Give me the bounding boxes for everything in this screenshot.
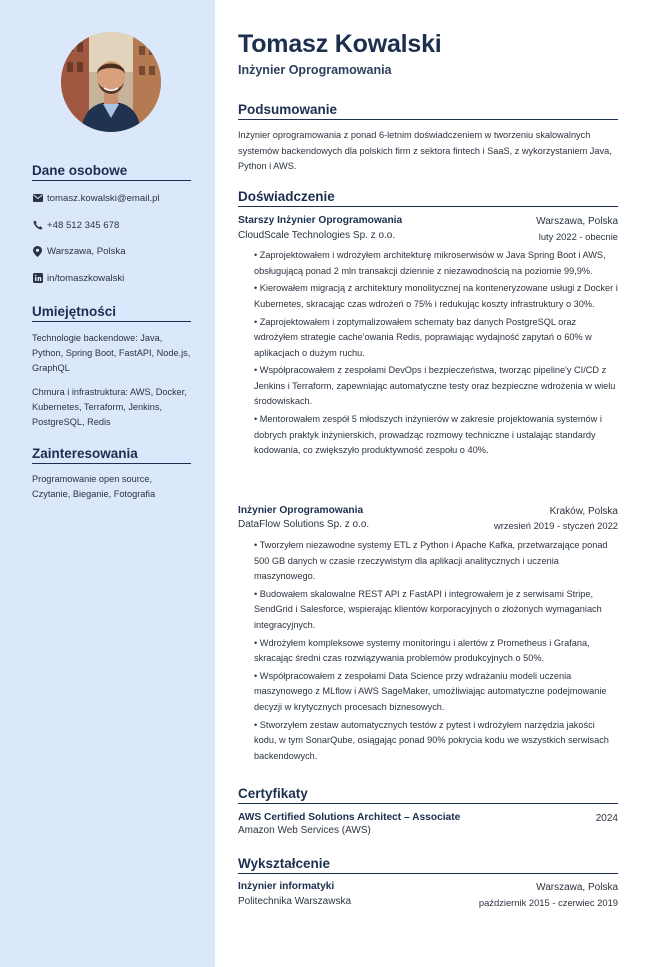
contact-email-text: tomasz.kowalski@email.pl	[47, 192, 160, 204]
interests-body	[32, 472, 191, 502]
list-item: • Budowałem skalowalne REST API z FastAPI i integrowałem je z serwisami Stripe, SendGrid i Salesforce, wspierając klientów korporacyjnych o złożonych wymaganiach integracyjnych.	[254, 587, 618, 634]
contact-location-text: Warszawa, Polska	[47, 245, 126, 257]
job-bullets	[254, 538, 618, 766]
contact-location	[32, 244, 191, 258]
job-title: Starszy Inżynier Oprogramowania	[238, 215, 403, 226]
education-degree: Inżynier informatyki	[238, 881, 335, 892]
job-location: Warszawa, Polska	[536, 216, 618, 227]
job-title: Inżynier Oprogramowania	[238, 505, 364, 516]
avatar	[61, 32, 161, 132]
list-item: • Mentorowałem zespół 5 młodszych inżynierów w zakresie projektowania systemów i dobrych praktyk inżynierskich, prowadząc rozmowy techniczne i ustalając standardy kodowania, co zwiększyło produktywność zespołu o 40%.	[254, 412, 618, 459]
location-icon	[32, 246, 43, 257]
interests-text: Programowanie open source, Czytanie, Bieganie, Fotografia	[32, 474, 156, 499]
skills-backend	[32, 331, 191, 376]
job-bullets	[254, 248, 618, 461]
contact-list	[32, 191, 191, 205]
contact-phone-row	[32, 218, 191, 232]
list-item: • Tworzyłem niezawodne systemy ETL z Python i Apache Kafka, przetwarzające ponad 500 GB danych w czasie rzeczywistym dla aplikacji analitycznych i uczenia maszynowego.	[254, 538, 618, 585]
linkedin-icon	[32, 273, 43, 284]
sidebar	[0, 0, 215, 967]
certificate-title: AWS Certified Solutions Architect – Associate	[238, 812, 461, 823]
skills-section	[32, 304, 191, 322]
skills-heading: Umiejętności	[32, 304, 191, 322]
certificate-year: 2024	[595, 813, 618, 824]
skill-backend-text: Technologie backendowe: Java, Python, Spring Boot, FastAPI, Node.js, GraphQL	[32, 333, 191, 373]
list-item: • Zaprojektowałem i wdrożyłem architekturę mikroserwisów w Java Spring Boot i AWS, obsługującą ponad 2 mln transakcji dziennie z niezawodnością na poziomie 99,9%.	[254, 248, 618, 279]
summary-heading: Podsumowanie	[238, 102, 618, 120]
education-school: Politechnika Warszawska	[238, 896, 352, 907]
list-item: • Współpracowałem z zespołami DevOps i bezpieczeństwa, tworząc pipeline'y CI/CD z Jenkins i Terraform, zapewniając automatyczne testy oraz bezpieczne wdrożenia w wielu środowiskach.	[254, 363, 618, 410]
certificate-issuer: Amazon Web Services (AWS)	[238, 825, 371, 836]
list-item: • Współpracowałem z zespołami Data Science przy wdrażaniu modeli uczenia maszynowego z MLflow i AWS SageMaker, umożliwiając automatyczne podejmowanie decyzji w krytycznych procesach biznesowych.	[254, 669, 618, 716]
interests-section	[32, 446, 191, 464]
experience-heading: Doświadczenie	[238, 189, 618, 207]
job-dates: luty 2022 - obecnie	[538, 231, 618, 242]
interests-heading: Zainteresowania	[32, 446, 191, 464]
summary-text: Inżynier oprogramowania z ponad 6-letnim doświadczeniem w tworzeniu skalowalnych systemów backendowych dla polskich firm z sektora fintech i SaaS, z wykorzystaniem Java, Python i AWS.	[238, 130, 612, 171]
job-company: DataFlow Solutions Sp. z o.o.	[238, 519, 370, 530]
skill-cloud-text: Chmura i infrastruktura: AWS, Docker, Kubernetes, Terraform, Jenkins, PostgreSQL, Redis	[32, 387, 187, 427]
contact-linkedin[interactable]	[32, 271, 191, 285]
person-name: Tomasz Kowalski	[238, 30, 442, 58]
email-icon	[32, 193, 43, 204]
job-company: CloudScale Technologies Sp. z o.o.	[238, 230, 396, 241]
education-location: Warszawa, Polska	[536, 882, 618, 893]
job-dates: wrzesień 2019 - styczeń 2022	[493, 520, 618, 531]
skills-cloud	[32, 385, 191, 430]
contact-location-row	[32, 244, 191, 258]
contact-linkedin-row	[32, 271, 191, 285]
contact-linkedin-text: in/tomaszkowalski	[47, 272, 125, 284]
contact-email[interactable]	[32, 191, 191, 205]
education-heading: Wykształcenie	[238, 856, 618, 874]
list-item: • Kierowałem migracją z architektury monolitycznej na konteneryzowane usługi z Docker i Kubernetes, skracając czas wdrożeń o 75% i redukując koszty infrastruktury o 30%.	[254, 281, 618, 312]
job-location: Kraków, Polska	[549, 506, 618, 517]
list-item: • Zaprojektowałem i zoptymalizowałem schematy baz danych PostgreSQL oraz wdrożyłem strategie cache'owania Redis, poprawiając wydajność zapytań o 60% w aplikacjach o dużym ruchu.	[254, 315, 618, 362]
list-item: • Wdrożyłem kompleksowe systemy monitoringu i alertów z Prometheus i Grafana, skracając średni czas rozwiązywania problemów produkcyjnych o 50%.	[254, 636, 618, 667]
avatar-photo	[61, 32, 161, 132]
certificates-heading: Certyfikaty	[238, 786, 618, 804]
contact-phone-text: +48 512 345 678	[47, 219, 120, 231]
personal-section	[32, 163, 191, 181]
list-item: • Stworzyłem zestaw automatycznych testów z pytest i wdrożyłem narzędzia jakości kodu, w tym SonarQube, osiągając ponad 90% pokrycia kodu we wszystkich serwisach backendowych.	[254, 718, 618, 765]
contact-phone[interactable]	[32, 218, 191, 232]
phone-icon	[32, 220, 43, 231]
person-role: Inżynier Oprogramowania	[238, 63, 392, 77]
personal-heading: Dane osobowe	[32, 163, 191, 181]
education-dates: październik 2015 - czerwiec 2019	[478, 897, 618, 908]
